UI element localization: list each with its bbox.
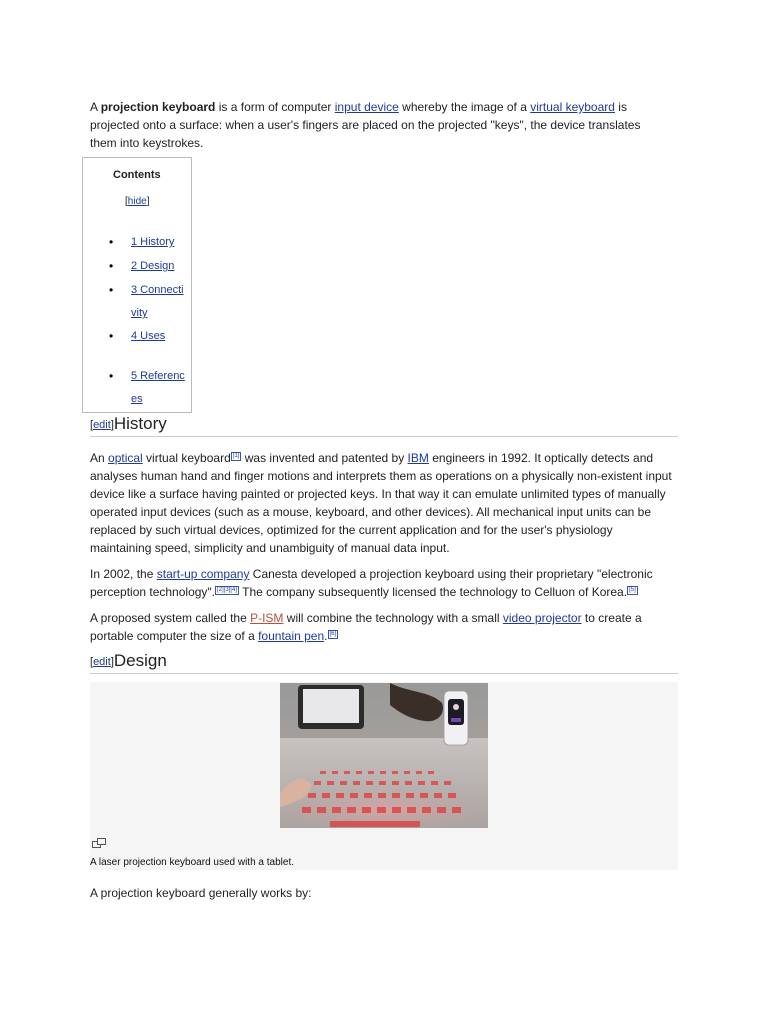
toc-title: Contents bbox=[113, 169, 161, 181]
history-paragraph-3 bbox=[90, 609, 675, 645]
toc-item-connectivity bbox=[131, 279, 189, 325]
edit-section-link bbox=[90, 419, 114, 431]
history-edit-link[interactable]: edit bbox=[93, 419, 111, 431]
design-figure bbox=[90, 682, 678, 870]
para-text: was invented and patented by bbox=[241, 451, 408, 465]
para-text: will combine the technology with a small bbox=[283, 611, 503, 625]
toc-link-references[interactable]: 5 References bbox=[131, 370, 185, 405]
intro-term: projection keyboard bbox=[100, 100, 216, 114]
toc-link-history[interactable]: 1 History bbox=[131, 236, 175, 248]
projection-keyboard-image bbox=[280, 683, 488, 828]
fountain-pen-link[interactable]: fountain pen bbox=[258, 629, 325, 643]
bracket: ] bbox=[146, 196, 150, 207]
enlarge-icon[interactable] bbox=[92, 838, 106, 848]
para-text: In 2002, the bbox=[90, 567, 157, 581]
virtual-keyboard-link[interactable]: virtual keyboard bbox=[530, 100, 615, 114]
history-title: History bbox=[113, 414, 167, 433]
bracket: [ bbox=[125, 196, 128, 207]
reference-link[interactable]: [2][3][4] bbox=[217, 587, 238, 593]
design-heading bbox=[90, 651, 678, 674]
reference-link[interactable]: [1] bbox=[232, 453, 240, 459]
toc-link-uses[interactable]: 4 Uses bbox=[131, 330, 166, 342]
para-text: engineers in 1992. It optically detects and analyses human hand and finger motions and interprets them as operations on a physically non-existent input device like a surface having painted or projected keys. In that way it can emulate unlimited types of manually operated input devices (such as a mouse, keyboard, and other devices). All mechanical input units can be replaced by such virtual devices, optimized for the current application and for the user's physiology maintaining speed, simplicity and unambiguity of manual data input. bbox=[90, 451, 672, 555]
toc-item-uses bbox=[131, 325, 189, 348]
history-paragraph-2 bbox=[90, 565, 675, 601]
design-edit-link[interactable]: edit bbox=[93, 656, 111, 668]
reference-marker bbox=[627, 587, 638, 593]
para-text: The company subsequently licensed the technology to Celluon of Korea. bbox=[239, 585, 628, 599]
intro-text: A bbox=[90, 100, 101, 114]
bracket: ] bbox=[110, 656, 114, 668]
toc-hide-link[interactable]: hide bbox=[127, 196, 147, 207]
history-paragraph-1 bbox=[90, 449, 675, 557]
pism-link[interactable]: P-ISM bbox=[250, 611, 284, 625]
para-text: . bbox=[324, 629, 328, 643]
video-projector-link[interactable]: video projector bbox=[502, 611, 582, 625]
reference-marker bbox=[231, 453, 242, 459]
intro-text: is projected onto a surface: when a user's fingers are placed on the projected "keys", the device translates them into keystrokes. bbox=[90, 100, 641, 150]
input-device-link[interactable]: input device bbox=[334, 100, 399, 114]
startup-company-link[interactable]: start-up company bbox=[156, 567, 250, 581]
edit-section-link bbox=[90, 656, 114, 668]
intro-text: whereby the image of a bbox=[398, 100, 531, 114]
toc-link-design[interactable]: 2 Design bbox=[131, 260, 175, 272]
ibm-link[interactable]: IBM bbox=[407, 451, 429, 465]
bracket: [ bbox=[90, 419, 94, 431]
toc-link-connectivity[interactable]: 3 Connectivity bbox=[131, 284, 184, 319]
design-paragraph: A projection keyboard generally works by: bbox=[90, 886, 312, 900]
intro-paragraph bbox=[90, 98, 670, 152]
bracket: [ bbox=[90, 656, 94, 668]
para-text: to create a portable computer the size of a bbox=[90, 611, 642, 643]
toc-hide-toggle bbox=[125, 196, 149, 207]
optical-link[interactable]: optical bbox=[108, 451, 143, 465]
toc-item-references bbox=[131, 365, 189, 411]
reference-marker bbox=[328, 631, 339, 637]
para-text: An bbox=[90, 451, 109, 465]
history-heading bbox=[90, 414, 678, 437]
para-text: virtual keyboard bbox=[142, 451, 231, 465]
toc-item-design bbox=[131, 255, 189, 278]
toc-item-history bbox=[131, 231, 189, 254]
bracket: ] bbox=[110, 419, 114, 431]
table-of-contents bbox=[82, 157, 192, 413]
para-text: Canesta developed a projection keyboard using their proprietary "electronic perception technology". bbox=[90, 567, 653, 599]
para-text: A proposed system called the bbox=[90, 611, 251, 625]
reference-link[interactable]: [5] bbox=[629, 587, 636, 593]
reference-link[interactable]: [6] bbox=[329, 631, 337, 637]
intro-text: is a form of computer bbox=[215, 100, 335, 114]
figure-caption: A laser projection keyboard used with a tablet. bbox=[90, 857, 295, 868]
projection-keyboard-photo[interactable] bbox=[280, 683, 488, 828]
reference-marker bbox=[215, 587, 239, 593]
design-title: Design bbox=[113, 651, 167, 670]
